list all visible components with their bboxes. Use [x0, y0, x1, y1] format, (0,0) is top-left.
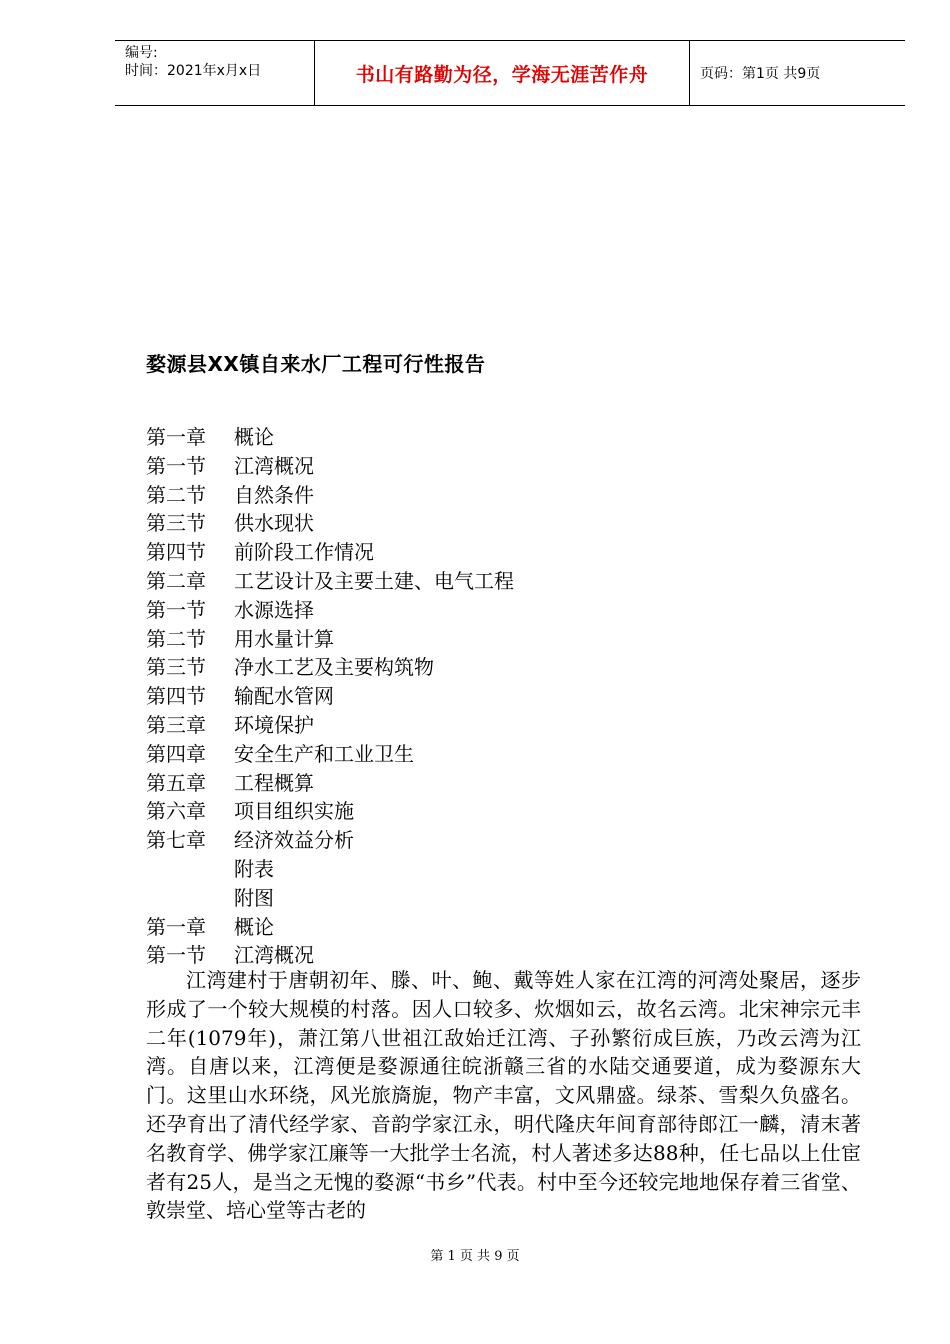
toc-item [146, 538, 514, 567]
toc-item [146, 797, 514, 826]
toc-number: 第一节 [146, 597, 206, 622]
toc-item [146, 711, 514, 740]
toc-number: 第七章 [146, 828, 206, 853]
toc-text: 附表 [234, 856, 274, 881]
toc-item [146, 826, 514, 855]
toc-text: 安全生产和工业卫生 [234, 741, 414, 766]
toc-text: 概论 [234, 425, 274, 449]
toc-text: 概论 [234, 914, 274, 939]
toc-text: 附图 [234, 885, 274, 910]
header-page-info: 页码：第1页 共9页 [700, 66, 821, 82]
section-heading [146, 913, 514, 942]
toc-number: 第五章 [146, 770, 206, 795]
toc-item [146, 625, 514, 654]
toc-number: 第六章 [146, 799, 206, 824]
toc-number: 第二节 [146, 626, 206, 651]
toc-number [146, 855, 234, 884]
toc-text: 工程概算 [234, 770, 314, 795]
body-paragraph: 江湾建村于唐朝初年、滕、叶、鲍、戴等姓人家在江湾的河湾处聚居，逐步形成了一个较大规模的村落。因人口较多、炊烟如云，故名云湾。北宋神宗元丰二年(1079年)，萧江第八世祖江敌始迁江湾、子孙繁衍成巨族，乃改云湾为江湾。自唐以来，江湾便是婺源通往皖浙赣三省的水陆交通要道，成为婺源东大门。这里山水环绕，风光旅旖旎，物产丰富，文风鼎盛。绿茶、雪梨久负盛名。还孕育出了清代经学家、音韵学家江永，明代隆庆年间育部待郎江一麟，清末著名教育学、佛学家江廉等一大批学士名流，村人著述多达88种，任七品以上仕宦者有25人，是当之无愧的婺源“书乡”代表。村中至今还较完地地保存着三省堂、敦崇堂、培心堂等古老的 [146, 968, 861, 1223]
toc-number: 第一章 [146, 425, 206, 449]
toc-text: 江湾概况 [234, 453, 314, 478]
toc-number: 第一节 [146, 943, 206, 968]
toc-number: 第四节 [146, 540, 206, 565]
toc-text: 前阶段工作情况 [234, 540, 374, 565]
toc-text: 工艺设计及主要土建、电气工程 [234, 568, 514, 593]
toc-text: 自然条件 [234, 482, 314, 507]
toc-text: 净水工艺及主要构筑物 [234, 655, 434, 680]
toc-item [146, 740, 514, 769]
toc-number: 第三节 [146, 511, 206, 536]
toc-item [146, 682, 514, 711]
toc-item [146, 855, 514, 884]
toc-text: 用水量计算 [234, 626, 334, 651]
toc-text: 输配水管网 [234, 684, 334, 709]
toc-item [146, 596, 514, 625]
toc-number: 第四节 [146, 684, 206, 709]
toc-number: 第二节 [146, 482, 206, 507]
toc-item [146, 653, 514, 682]
toc-item [146, 884, 514, 913]
page-header [115, 40, 905, 106]
document-title: 婺源县XX镇自来水厂工程可行性报告 [146, 352, 486, 376]
header-meta [115, 41, 315, 105]
table-of-contents [146, 423, 514, 970]
header-motto: 书山有路勤为径，学海无涯苦作舟 [315, 41, 690, 105]
toc-number: 第三节 [146, 655, 206, 680]
toc-text: 环境保护 [234, 712, 314, 737]
page-footer: 第 1 页 共 9 页 [430, 1249, 520, 1264]
toc-text: 供水现状 [234, 511, 314, 536]
toc-text: 江湾概况 [234, 943, 314, 968]
toc-item [146, 567, 514, 596]
toc-text: 经济效益分析 [234, 828, 354, 853]
toc-item [146, 769, 514, 798]
toc-item [146, 423, 514, 452]
time-label: 时间：2021年x月x日 [125, 63, 262, 79]
toc-item [146, 509, 514, 538]
toc-number: 第一章 [146, 914, 206, 939]
toc-text: 水源选择 [234, 597, 314, 622]
number-label: 编号: [125, 45, 158, 61]
toc-item [146, 452, 514, 481]
toc-number: 第三章 [146, 712, 206, 737]
toc-text: 项目组织实施 [234, 799, 354, 824]
toc-number: 第一节 [146, 453, 206, 478]
toc-number: 第二章 [146, 568, 206, 593]
toc-number [146, 884, 234, 913]
toc-item [146, 481, 514, 510]
toc-number: 第四章 [146, 741, 206, 766]
